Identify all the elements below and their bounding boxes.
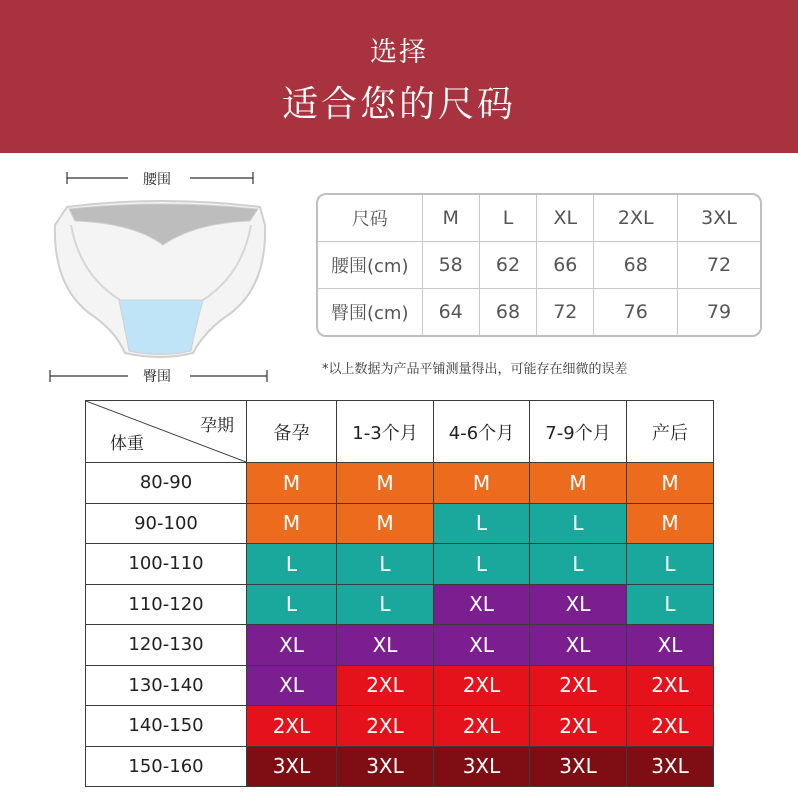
stage-header: 1-3个月 <box>337 401 434 463</box>
weight-range: 100-110 <box>86 544 247 585</box>
corner-stage-label: 孕期 <box>200 416 234 436</box>
measure-cell: 66 <box>537 241 594 288</box>
size-cell: 2XL <box>337 665 434 706</box>
size-cell: 2XL <box>627 665 714 706</box>
size-cell: L <box>337 544 434 585</box>
weight-row <box>86 746 714 787</box>
underwear-illustration <box>45 165 280 390</box>
weight-row <box>86 584 714 625</box>
size-cell: XL <box>627 625 714 666</box>
size-cell: L <box>530 503 627 544</box>
corner-weight-label: 体重 <box>110 434 144 454</box>
size-cell: M <box>247 503 337 544</box>
weight-range: 150-160 <box>86 746 247 787</box>
size-cell: 2XL <box>337 706 434 747</box>
size-header-row <box>318 195 760 241</box>
size-cell: 3XL <box>337 746 434 787</box>
size-header-cell: 尺码 <box>318 195 422 241</box>
measure-cell: 62 <box>479 241 536 288</box>
weight-range: 140-150 <box>86 706 247 747</box>
weight-range: 110-120 <box>86 584 247 625</box>
weight-row <box>86 625 714 666</box>
row-label: 臀围(cm) <box>318 289 422 335</box>
size-cell: M <box>247 463 337 504</box>
size-cell: 2XL <box>247 706 337 747</box>
size-cell: L <box>627 544 714 585</box>
stage-header-row <box>86 401 714 463</box>
banner-subtitle: 选择 <box>370 37 428 68</box>
size-cell: M <box>627 463 714 504</box>
size-cell: 3XL <box>434 746 530 787</box>
size-cell: L <box>530 544 627 585</box>
row-label: 腰围(cm) <box>318 241 422 288</box>
size-header-cell: 3XL <box>678 195 760 241</box>
title-banner <box>0 0 798 153</box>
corner-cell <box>86 401 247 463</box>
weight-range: 80-90 <box>86 463 247 504</box>
size-cell: XL <box>247 625 337 666</box>
size-header-cell: XL <box>537 195 594 241</box>
size-cell: 3XL <box>530 746 627 787</box>
size-measurement-table <box>316 193 762 337</box>
measure-cell: 58 <box>422 241 479 288</box>
weight-row <box>86 503 714 544</box>
size-cell: XL <box>530 584 627 625</box>
size-cell: 3XL <box>247 746 337 787</box>
size-cell: M <box>627 503 714 544</box>
weight-row <box>86 665 714 706</box>
size-cell: 2XL <box>530 665 627 706</box>
size-cell: XL <box>434 584 530 625</box>
size-header-cell: L <box>479 195 536 241</box>
weight-range: 120-130 <box>86 625 247 666</box>
size-cell: M <box>434 463 530 504</box>
size-cell: XL <box>530 625 627 666</box>
weight-size-table <box>85 400 714 787</box>
size-cell: XL <box>434 625 530 666</box>
measure-cell: 64 <box>422 289 479 335</box>
size-cell: L <box>247 584 337 625</box>
size-cell: M <box>337 463 434 504</box>
weight-range: 90-100 <box>86 503 247 544</box>
size-cell: 3XL <box>627 746 714 787</box>
stage-header: 备孕 <box>247 401 337 463</box>
size-header-cell: M <box>422 195 479 241</box>
size-cell: 2XL <box>627 706 714 747</box>
size-cell: XL <box>337 625 434 666</box>
measure-cell: 72 <box>537 289 594 335</box>
stage-header: 7-9个月 <box>530 401 627 463</box>
waist-label: 腰围 <box>137 169 177 189</box>
size-cell: L <box>434 503 530 544</box>
size-cell: L <box>627 584 714 625</box>
size-cell: L <box>247 544 337 585</box>
weight-row <box>86 463 714 504</box>
size-cell: 2XL <box>434 665 530 706</box>
stage-header: 产后 <box>627 401 714 463</box>
measurement-note: *以上数据为产品平铺测量得出，可能存在细微的误差 <box>322 362 628 377</box>
size-cell: M <box>337 503 434 544</box>
weight-row <box>86 706 714 747</box>
hip-row <box>318 289 760 335</box>
size-cell: XL <box>247 665 337 706</box>
measure-cell: 68 <box>594 241 678 288</box>
size-cell: L <box>434 544 530 585</box>
weight-range: 130-140 <box>86 665 247 706</box>
size-cell: 2XL <box>434 706 530 747</box>
measure-cell: 79 <box>678 289 760 335</box>
size-cell: L <box>337 584 434 625</box>
size-cell: M <box>530 463 627 504</box>
hip-label: 臀围 <box>137 366 177 386</box>
waist-row <box>318 241 760 288</box>
size-cell: 2XL <box>530 706 627 747</box>
measure-cell: 72 <box>678 241 760 288</box>
weight-row <box>86 544 714 585</box>
size-header-cell: 2XL <box>594 195 678 241</box>
measure-cell: 76 <box>594 289 678 335</box>
measure-cell: 68 <box>479 289 536 335</box>
garment-diagram <box>45 165 280 390</box>
stage-header: 4-6个月 <box>434 401 530 463</box>
banner-title: 适合您的尺码 <box>281 84 516 125</box>
